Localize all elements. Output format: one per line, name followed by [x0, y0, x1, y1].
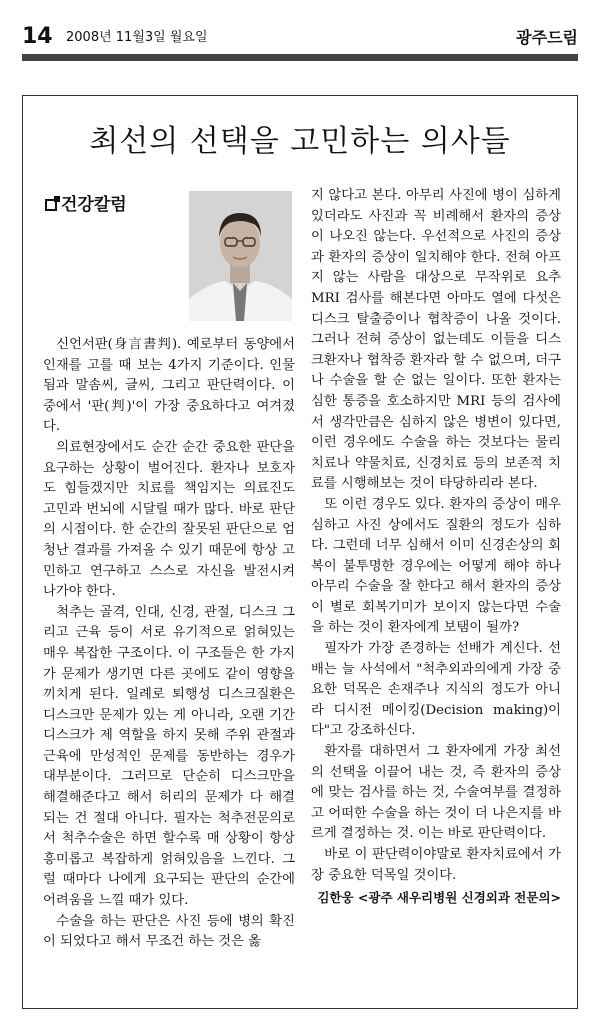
- header-rule: [22, 54, 578, 61]
- author-signature: 김한웅 <광주 새우리병원 신경외과 전문의>: [317, 890, 561, 906]
- article-column-left: [43, 335, 295, 953]
- paragraph: 필자가 가장 존경하는 선배가 계신다. 선배는 늘 사석에서 "척추외과의에게 가장 중요한 덕목은 손재주나 지식의 정도가 아니라 디시전 메이킹(Decision making)이다"고 강조하신다.: [311, 641, 561, 739]
- article-column-right: [311, 186, 561, 909]
- paragraph: 수술을 하는 판단은 사진 등에 병의 확진이 되었다고 해서 무조건 하는 것은 옳: [43, 913, 295, 950]
- paragraph: 환자를 대하면서 그 환자에게 가장 최선의 선택을 이끌어 내는 것, 즉 환자의 증상에 맞는 검사를 하는 것, 수술여부를 결정하고 어떠한 수술을 하는 것이 더 나은지를 바르게 결정하는 것. 이는 바로 판단력이다.: [311, 744, 561, 842]
- page-header: [22, 24, 578, 50]
- paragraph: 신언서판(身言書判). 예로부터 동양에서 인재를 고를 때 보는 4가지 기준이다. 인물됨과 말솜씨, 글씨, 그리고 판단력이다. 이 중에서 '판(判)'이 가장 중요하다고 여겨졌다.: [43, 337, 295, 435]
- paragraph: 지 않다고 본다. 아무리 사진에 병이 심하게 있더라도 사진과 꼭 비례해서 환자의 증상이 나오진 않는다. 우선적으로 사진의 증상과 환자의 증상이 일치해야 한다. 전혀 아프지 않는 사람을 대상으로 무작위로 요추 MRI 검사를 해본다면 아마도 열에 다섯은 디스크 탈출증이나 협착증이 나올 것이다. 그러나 전혀 증상이 없는데도 이들을 디스크환자나 협착증 환자라 할 수 없으며, 더구나 수술을 할 순 없는 일이다. 또한 환자는 심한 통증을 호소하지만 MRI 등의 검사에서 생각만큼은 심하지 않은 병변이 있다면, 이런 경우에도 수술을 하는 것보다는 물리치료나 약물치료, 신경치료 등의 보존적 치료를 시행해보는 것이 타당하리라 본다.: [311, 188, 561, 492]
- page-number: 14: [22, 24, 53, 49]
- article-frame: [22, 95, 578, 1009]
- author-portrait-icon: [189, 191, 292, 321]
- article-headline: 최선의 선택을 고민하는 의사들: [89, 124, 511, 159]
- paragraph: 또 이런 경우도 있다. 환자의 증상이 매우 심하고 사진 상에서도 질환의 정도가 심하다. 그런데 너무 심해서 이미 신경손상의 회복이 불투명한 경우에는 어떻게 해야 하나 아무리 수술을 잘 한다고 해서 환자의 증상이 별로 회복기미가 보이지 않는다면 수술을 하는 것이 환자에게 보탬이 될까?: [311, 496, 561, 636]
- brand-logo: 광주드림: [516, 28, 578, 47]
- publication-date: 2008년 11월3일 월요일: [66, 30, 208, 45]
- paragraph: 바로 이 판단력이야말로 환자치료에서 가장 중요한 덕목일 것이다.: [311, 847, 561, 883]
- column-label-text: 건강칼럼: [61, 195, 127, 215]
- author-photo: [189, 191, 292, 321]
- paragraph: 척추는 골격, 인대, 신경, 관절, 디스크 그리고 근육 등이 서로 유기적으로 얽혀있는 매우 복잡한 구조이다. 이 구조들은 한 가지가 문제가 생기면 다른 곳에도 같이 영향을 끼치게 된다. 일례로 퇴행성 디스크질환은 디스크만 문제가 있는 게 아니라, 오랜 기간 디스크가 제 역할을 하지 못해 주위 관절과 근육에 만성적인 문제를 동반하는 경우가 대부분이다. 그러므로 단순히 디스크만을 해결해준다고 해서 허리의 문제가 다 해결되는 건 절대 아니다. 필자는 척추전문의로서 척추수술은 하면 할수록 매 상황이 항상 흥미롭고 복잡하게 얽혀있음을 느낀다. 그럴 때마다 나에게 요구되는 판단의 순간에 어려움을 느낄 때가 있다.: [43, 604, 295, 909]
- paragraph: 의료현장에서도 순간 순간 중요한 판단을 요구하는 상황이 벌어진다. 환자나 보호자도 힘들겠지만 치료를 책임지는 의료진도 고민과 번뇌에 시달릴 때가 많다. 바로 판단의 시점이다. 한 순간의 잘못된 판단으로 엄청난 결과를 가져올 수 있기 때문에 항상 고민하고 연구하고 스스로 자신을 발전시켜 나가야 한다.: [43, 439, 295, 600]
- square-bullet-icon: [45, 199, 57, 211]
- column-label: [45, 194, 127, 216]
